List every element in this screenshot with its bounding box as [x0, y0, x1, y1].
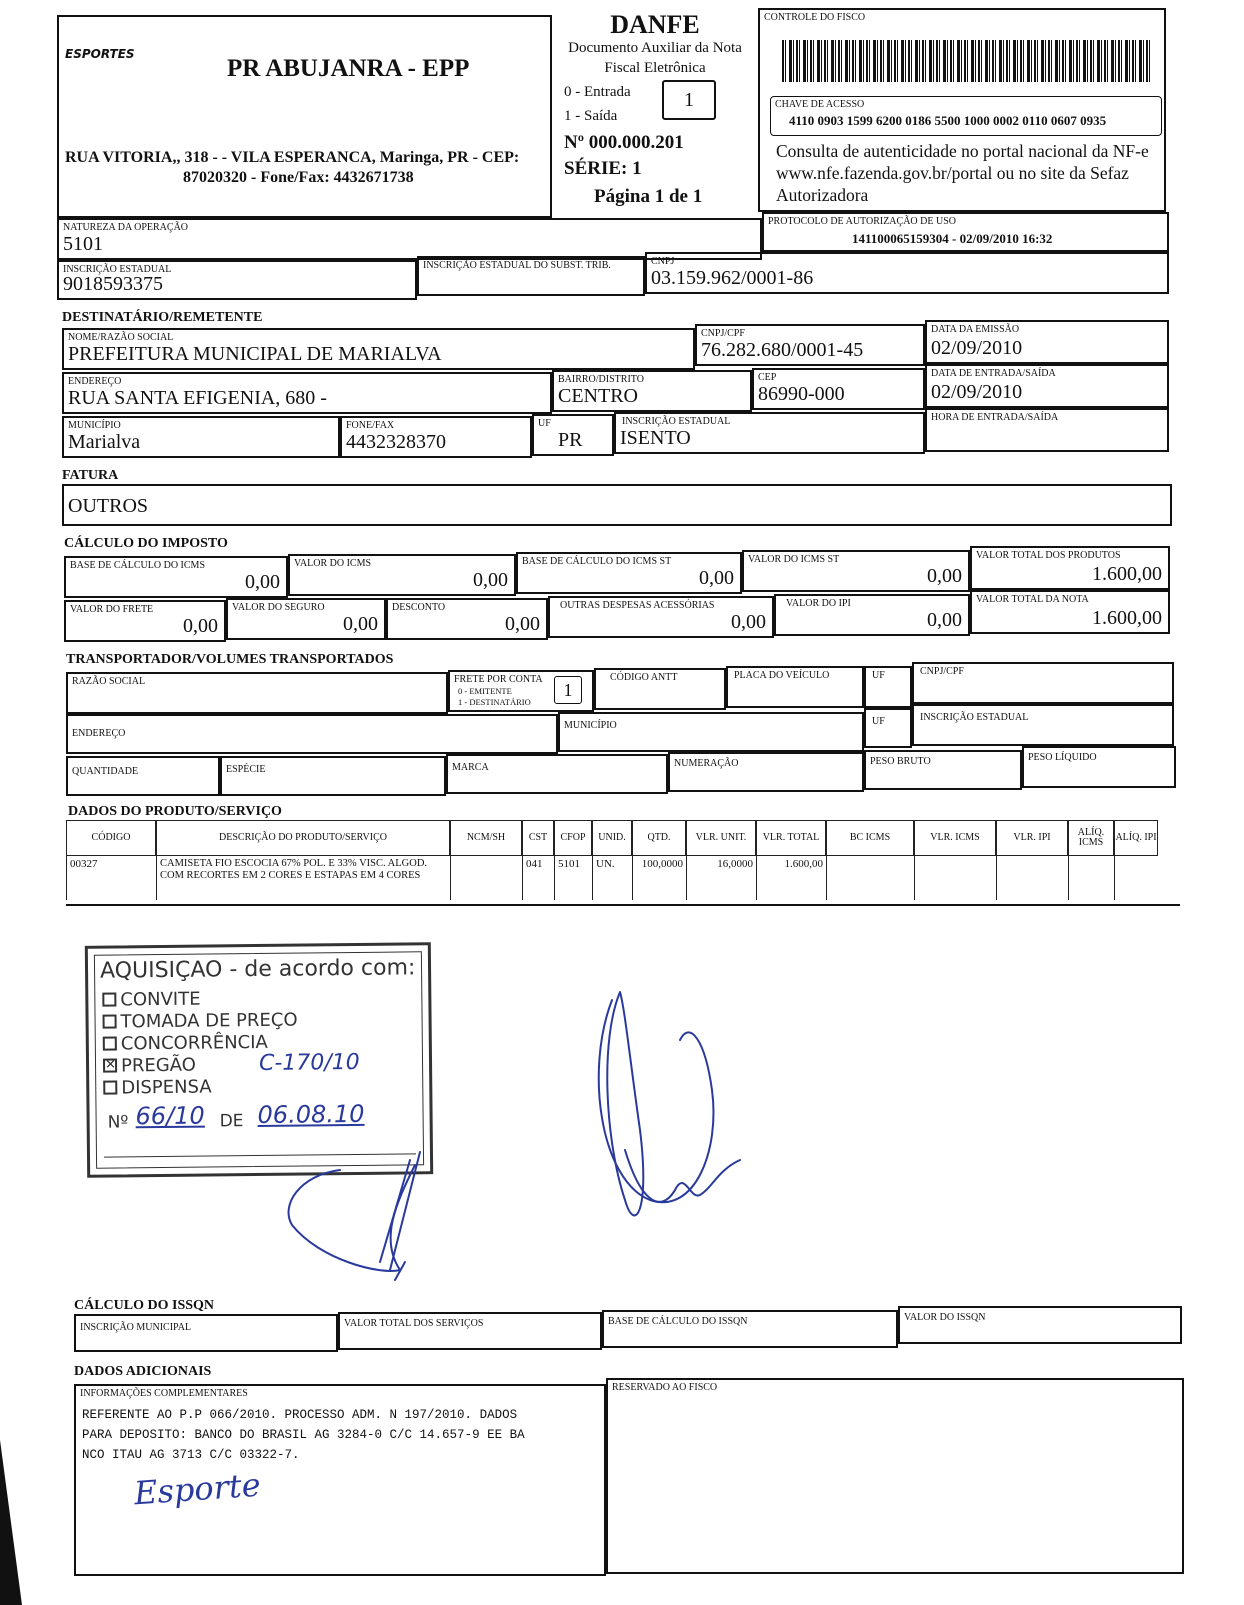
chave-acesso-label: CHAVE DE ACESSO: [775, 99, 865, 110]
produtos-cell: 100,0000: [632, 856, 686, 900]
dest-cep-box: [752, 368, 925, 410]
dest-cnpj-label: CNPJ/CPF: [701, 328, 745, 339]
consulta-text: Consulta de autenticidade no portal nacional da NF-e www.nfe.fazenda.gov.br/portal ou no site da Sefaz Autorizadora: [776, 141, 1149, 205]
info-complementares-label: INFORMAÇÕES COMPLEMENTARES: [80, 1388, 248, 1399]
produtos-cell: CAMISETA FIO ESCOCIA 67% POL. E 33% VISC. ALGOD. COM RECORTES EM 2 CORES E ESTAPAS EM 4 CORES: [156, 856, 450, 900]
dest-cnpj-box: [695, 324, 925, 366]
transp-endereco-box: [66, 714, 558, 754]
transp-antt-label: CÓDIGO ANTT: [610, 672, 678, 683]
adicionais-section: DADOS ADICIONAIS: [74, 1364, 212, 1379]
transp-razao-box: [66, 672, 448, 714]
base-st-label: BASE DE CÁLCULO DO ICMS ST: [522, 556, 672, 567]
dest-ie-value: ISENTO: [620, 427, 691, 449]
ie-box: [57, 260, 417, 300]
natureza-value: 5101: [63, 233, 103, 255]
stamp-option-label: DISPENSA: [121, 1075, 212, 1098]
produtos-cell: [914, 856, 996, 900]
emitter-logo: ESPORTES: [65, 47, 135, 61]
frete-box: [64, 600, 226, 642]
fisco-block: [758, 8, 1166, 212]
fatura-value: OUTROS: [68, 495, 149, 517]
checked-box-icon: ✕: [104, 1057, 117, 1073]
produtos-cell: 1.600,00: [756, 856, 826, 900]
transp-antt-box: [594, 668, 726, 710]
total-prod-label: VALOR TOTAL DOS PRODUTOS: [976, 550, 1121, 561]
dest-nome-box: [62, 328, 695, 370]
seguro-box: [226, 598, 386, 640]
transp-frete-box: [448, 670, 594, 712]
dest-cnpj-value: 76.282.680/0001-45: [701, 339, 864, 361]
outras-box: [548, 596, 774, 638]
produtos-cell: UN.: [592, 856, 632, 900]
produtos-header-cell: VLR. IPI: [996, 820, 1068, 856]
natureza-label: NATUREZA DA OPERAÇÃO: [63, 222, 189, 233]
protocolo-value: 141100065159304 - 02/09/2010 16:32: [852, 231, 1053, 246]
produtos-header-cell: ALÍQ. ICMS: [1068, 820, 1114, 856]
emitter-address-2: 87020320 - Fone/Fax: 4432671738: [183, 169, 414, 186]
produtos-header-cell: DESCRIÇÃO DO PRODUTO/SERVIÇO: [156, 820, 450, 856]
transp-placa-label: PLACA DO VEÍCULO: [734, 670, 830, 681]
signature-stroke-4: [599, 1000, 714, 1202]
produtos-header-cell: CST: [522, 820, 554, 856]
dest-municipio-value: Marialva: [68, 431, 141, 453]
transp-especie-box: [220, 756, 446, 796]
base-icms-box: [64, 556, 288, 598]
dest-emissao-label: DATA DA EMISSÃO: [931, 324, 1020, 335]
dest-entrada-value: 02/09/2010: [931, 381, 1023, 403]
transp-liquido-label: PESO LÍQUIDO: [1028, 752, 1097, 763]
produtos-cell: [996, 856, 1068, 900]
produtos-cell: 041: [522, 856, 554, 900]
dest-endereco-label: ENDEREÇO: [68, 376, 122, 387]
valor-st-value: 0,00: [927, 565, 962, 587]
transp-frete-value: 1: [554, 676, 582, 704]
transp-razao-label: RAZÃO SOCIAL: [72, 676, 146, 687]
reservado-fisco-label: RESERVADO AO FISCO: [612, 1382, 718, 1393]
destinatario-section: DESTINATÁRIO/REMETENTE: [62, 310, 263, 325]
stamp-option: [102, 1009, 297, 1033]
dest-ie-box: [614, 412, 925, 454]
frete-label: VALOR DO FRETE: [70, 604, 154, 615]
dest-ie-label: INSCRIÇÃO ESTADUAL: [622, 416, 731, 427]
checkbox-icon: [103, 1014, 117, 1028]
dest-cep-value: 86990-000: [758, 383, 845, 405]
danfe-numero: Nº 000.000.201: [564, 132, 684, 153]
danfe-pagina: Página 1 de 1: [594, 186, 703, 207]
stamp-data: 06.08.10: [257, 1099, 365, 1130]
transp-cnpj-label: CNPJ/CPF: [920, 666, 964, 677]
produtos-section: DADOS DO PRODUTO/SERVIÇO: [68, 804, 282, 819]
issqn-im-label: INSCRIÇÃO MUNICIPAL: [80, 1322, 192, 1333]
dest-uf-value: PR: [558, 429, 583, 451]
total-nota-box: [970, 590, 1170, 634]
total-prod-box: [970, 546, 1170, 590]
checkbox-icon: [103, 1036, 117, 1050]
produtos-table: [66, 820, 1180, 906]
valor-st-box: [742, 550, 970, 592]
danfe-subtitle-2: Fiscal Eletrônica: [604, 60, 706, 76]
stamp-pregao-note: C-170/10: [258, 1049, 360, 1076]
produtos-header-cell: CFOP: [554, 820, 592, 856]
controle-fisco-label: CONTROLE DO FISCO: [764, 12, 866, 23]
base-st-value: 0,00: [699, 567, 734, 589]
fatura-section: FATURA: [62, 468, 119, 483]
valor-icms-box: [288, 554, 516, 596]
protocolo-block: [762, 212, 1169, 252]
base-icms-label: BASE DE CÁLCULO DO ICMS: [70, 560, 206, 571]
issqn-base-label: BASE DE CÁLCULO DO ISSQN: [608, 1316, 748, 1327]
stamp-de-label: DE: [219, 1111, 244, 1132]
frete-value: 0,00: [183, 615, 218, 637]
dest-hora-label: HORA DE ENTRADA/SAÍDA: [931, 412, 1059, 423]
transporte-section: TRANSPORTADOR/VOLUMES TRANSPORTADOS: [66, 652, 394, 667]
info-line-1: REFERENTE AO P.P 066/2010. PROCESSO ADM. N 197/2010. DADOS: [82, 1408, 518, 1422]
desconto-value: 0,00: [505, 613, 540, 635]
checkbox-icon: [103, 1080, 117, 1094]
danfe-tipo-box: 1: [662, 80, 716, 120]
total-prod-value: 1.600,00: [1092, 563, 1162, 585]
produtos-header-cell: UNID.: [592, 820, 632, 856]
dest-municipio-box: [62, 416, 340, 458]
produtos-header-cell: VLR. ICMS: [914, 820, 996, 856]
transp-numeracao-label: NUMERAÇÃO: [674, 758, 739, 769]
transp-quantidade-box: [66, 756, 220, 796]
danfe-block: [552, 8, 758, 218]
produtos-cell: 5101: [554, 856, 592, 900]
danfe-serie: SÉRIE: 1: [564, 158, 642, 179]
produtos-header-cell: BC ICMS: [826, 820, 914, 856]
transp-ie-box: [912, 704, 1174, 746]
dest-fone-label: FONE/FAX: [346, 420, 395, 431]
dest-emissao-box: [925, 320, 1169, 364]
produtos-header-cell: ALÍQ. IPI: [1114, 820, 1158, 856]
acquisition-stamp: [85, 942, 433, 1178]
base-st-box: [516, 552, 742, 594]
transp-frete-label: FRETE POR CONTA: [454, 674, 543, 685]
produtos-header-cell: VLR. TOTAL: [756, 820, 826, 856]
base-icms-value: 0,00: [245, 571, 280, 593]
danfe-subtitle-1: Documento Auxiliar da Nota: [568, 40, 742, 56]
emitter-address-1: RUA VITORIA,, 318 - - VILA ESPERANCA, Maringa, PR - CEP:: [65, 149, 520, 166]
issqn-valor-label: VALOR DO ISSQN: [904, 1312, 986, 1323]
ipi-box: [774, 594, 970, 636]
signature-stroke-5: [625, 1150, 740, 1202]
produtos-header-cell: NCM/SH: [450, 820, 522, 856]
transp-uf-box: [864, 666, 912, 708]
transp-ie-label: INSCRIÇÃO ESTADUAL: [920, 712, 1029, 723]
transp-frete-opt0: 0 - EMITENTE: [458, 686, 512, 696]
stamp-numero: 66/10: [135, 1101, 205, 1131]
ie-label: INSCRIÇÃO ESTADUAL: [63, 264, 172, 275]
outras-label: OUTRAS DESPESAS ACESSÓRIAS: [560, 600, 715, 611]
dest-hora-box: [925, 408, 1169, 452]
stamp-numero-prefix: Nº: [107, 1112, 129, 1133]
cnpj-emit-label: CNPJ: [651, 256, 675, 267]
produtos-cell: 00327: [66, 856, 156, 900]
dest-endereco-value: RUA SANTA EFIGENIA, 680 -: [68, 387, 327, 409]
issqn-section: CÁLCULO DO ISSQN: [74, 1298, 215, 1313]
stamp-title: AQUISIÇAO - de acordo com:: [99, 955, 416, 984]
danfe-saida: 1 - Saída: [564, 108, 618, 124]
transp-quantidade-label: QUANTIDADE: [72, 766, 139, 777]
produtos-header-cell: VLR. UNIT.: [686, 820, 756, 856]
transp-endereco-label: ENDEREÇO: [72, 728, 126, 739]
seguro-label: VALOR DO SEGURO: [232, 602, 325, 613]
dest-entrada-box: [925, 364, 1169, 408]
outras-value: 0,00: [731, 611, 766, 633]
transp-cnpj-box: [912, 662, 1174, 704]
dest-bairro-label: BAIRRO/DISTRITO: [558, 374, 644, 385]
ie-st-label: INSCRIÇÃO ESTADUAL DO SUBST. TRIB.: [423, 260, 611, 271]
barcode: [782, 40, 1150, 82]
issqn-servicos-label: VALOR TOTAL DOS SERVIÇOS: [344, 1318, 484, 1329]
dest-endereco-box: [62, 372, 552, 414]
stamp-option-label: CONCORRÊNCIA: [120, 1031, 268, 1054]
issqn-im-box: [74, 1314, 338, 1352]
transp-bruto-label: PESO BRUTO: [870, 756, 931, 767]
emitter-name: PR ABUJANRA - EPP: [227, 55, 470, 82]
produtos-cell: 16,0000: [686, 856, 756, 900]
info-complementares-box: [74, 1384, 606, 1576]
transp-numeracao-box: [668, 752, 864, 792]
transp-frete-opt1: 1 - DESTINATÁRIO: [458, 697, 531, 707]
dest-bairro-box: [552, 370, 752, 412]
valor-icms-label: VALOR DO ICMS: [294, 558, 372, 569]
transp-placa-box: [726, 666, 864, 708]
imposto-section: CÁLCULO DO IMPOSTO: [64, 536, 228, 551]
dest-uf-label: UF: [538, 418, 551, 429]
stamp-option: [102, 987, 297, 1011]
info-line-3: NCO ITAU AG 3713 C/C 03322-7.: [82, 1448, 300, 1462]
dest-fone-box: [340, 416, 532, 458]
dest-entrada-label: DATA DE ENTRADA/SAÍDA: [931, 368, 1056, 379]
valor-st-label: VALOR DO ICMS ST: [748, 554, 840, 565]
valor-icms-value: 0,00: [473, 569, 508, 591]
total-nota-value: 1.600,00: [1092, 607, 1162, 629]
issqn-servicos-box: [338, 1312, 602, 1350]
danfe-entrada: 0 - Entrada: [564, 84, 631, 100]
scan-edge-shadow: [0, 1440, 22, 1605]
chave-acesso-value: 4110 0903 1599 6200 0186 5500 1000 0002 0110 0607 0935: [789, 113, 1107, 128]
transp-municipio-label: MUNICÍPIO: [564, 720, 617, 731]
handwritten-esporte: Esporte: [132, 1465, 262, 1513]
dest-uf-box: [532, 414, 614, 456]
transp-marca-label: MARCA: [452, 762, 489, 773]
transp-especie-label: ESPÉCIE: [226, 764, 266, 775]
dest-nome-label: NOME/RAZÃO SOCIAL: [68, 332, 174, 343]
desconto-box: [386, 598, 548, 640]
cnpj-emit-box: [645, 252, 1169, 294]
issqn-valor-box: [898, 1306, 1182, 1344]
fatura-box: [62, 484, 1172, 526]
dest-bairro-value: CENTRO: [558, 385, 638, 407]
stamp-option-label: PREGÃO: [120, 1054, 197, 1076]
transp-municipio-box: [558, 712, 864, 752]
stamp-option-label: CONVITE: [120, 988, 201, 1010]
total-nota-label: VALOR TOTAL DA NOTA: [976, 594, 1089, 605]
produtos-cell: [1068, 856, 1114, 900]
checkbox-icon: [102, 992, 116, 1006]
dest-fone-value: 4432328370: [346, 431, 446, 453]
dest-nome-value: PREFEITURA MUNICIPAL DE MARIALVA: [68, 343, 442, 365]
transp-bruto-box: [864, 750, 1022, 790]
protocolo-label: PROTOCOLO DE AUTORIZAÇÃO DE USO: [768, 216, 956, 227]
reservado-fisco-box: [606, 1378, 1184, 1574]
dest-emissao-value: 02/09/2010: [931, 337, 1023, 359]
signature-stroke-3: [607, 992, 643, 1215]
transp-marca-box: [446, 754, 668, 794]
seguro-value: 0,00: [343, 613, 378, 635]
danfe-title: DANFE: [610, 10, 700, 39]
cnpj-emit-value: 03.159.962/0001-86: [651, 267, 814, 289]
ie-st-box: [417, 256, 645, 296]
chave-acesso-box: [770, 96, 1162, 136]
stamp-options: [102, 987, 298, 1099]
emitter-block: [57, 15, 552, 218]
ipi-value: 0,00: [927, 609, 962, 631]
transp-liquido-box: [1022, 746, 1176, 788]
signature-stroke-1: [289, 1165, 415, 1271]
desconto-label: DESCONTO: [392, 602, 446, 613]
produtos-cell: [1114, 856, 1158, 900]
transp-uf-label: UF: [872, 670, 885, 681]
ipi-label: VALOR DO IPI: [786, 598, 851, 609]
produtos-header-cell: CÓDIGO: [66, 820, 156, 856]
produtos-cell: [450, 856, 522, 900]
dest-municipio-label: MUNICÍPIO: [68, 420, 121, 431]
ie-value: 9018593375: [63, 273, 163, 295]
produtos-cell: [826, 856, 914, 900]
transp-uf2-box: [864, 708, 912, 748]
produtos-header-cell: QTD.: [632, 820, 686, 856]
issqn-base-box: [602, 1310, 898, 1348]
dest-cep-label: CEP: [758, 372, 777, 383]
stamp-option: [103, 1075, 298, 1099]
stamp-option-label: TOMADA DE PREÇO: [120, 1009, 298, 1032]
info-line-2: PARA DEPOSITO: BANCO DO BRASIL AG 3284-0 C/C 14.657-9 EE BA: [82, 1428, 525, 1442]
transp-uf2-label: UF: [872, 716, 885, 727]
